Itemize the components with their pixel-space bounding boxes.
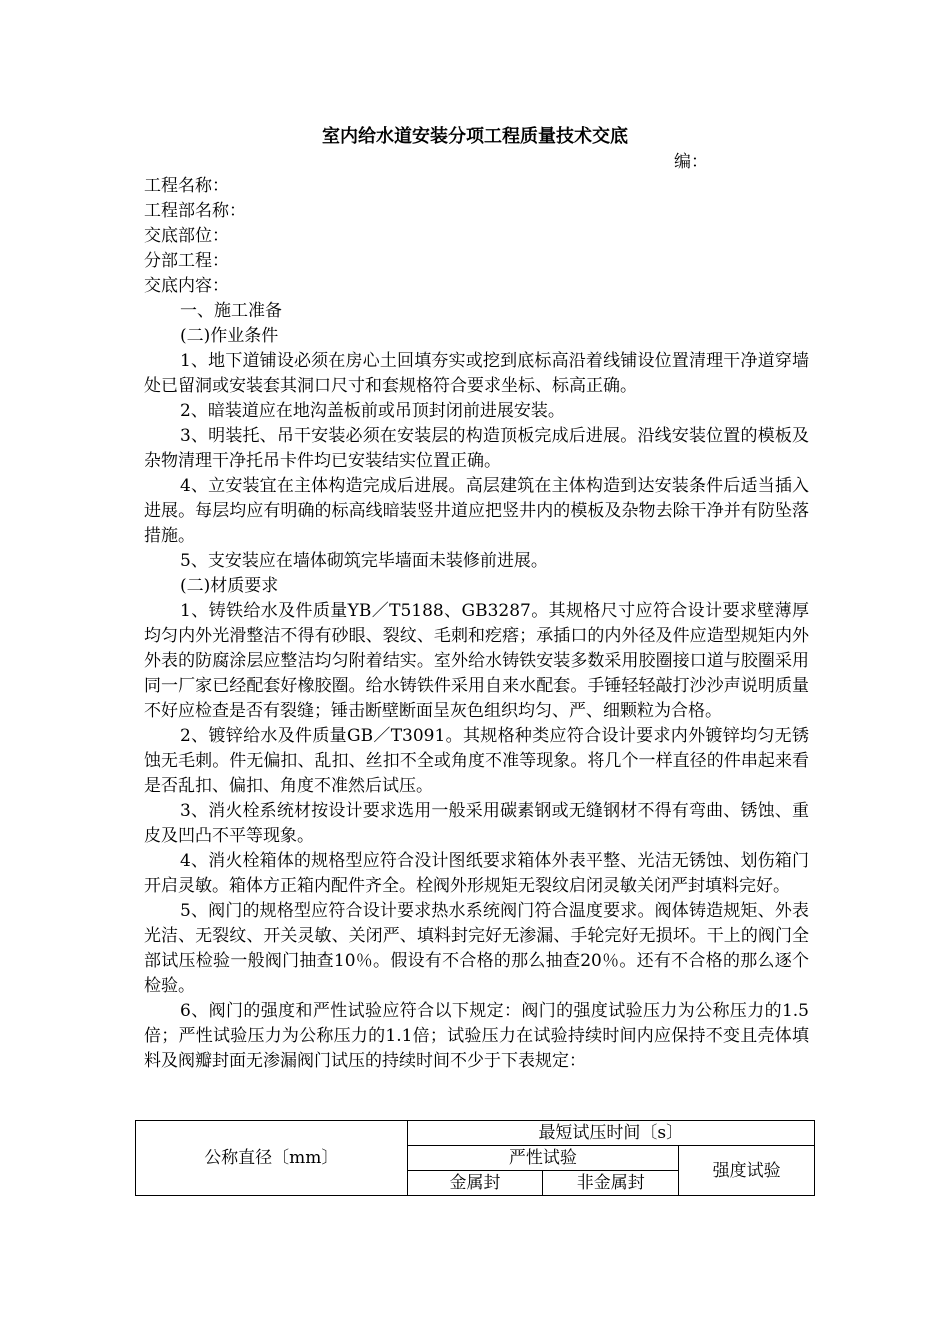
section-heading: (二)材质要求 [180,576,279,596]
header-min-test-time: 最短试压时间〔s〕 [407,1121,814,1146]
field-project-name: 工程名称： [144,176,229,196]
pressure-test-table [135,1120,815,1196]
material-item: 1、铸铁给水及件质量YB／T5188、GB3287。其规格尺寸应符合设计要求壁薄厚均匀内外光滑整洁不得有砂眼、裂纹、毛刺和疙瘩；承插口的内外径及件应造型规矩内外外表的防腐涂层应整洁均匀附着结实。室外给水铸铁安装多数采用胶圈接口道与胶圈采用同一厂家已经配套好橡胶圈。给水铸铁件采用自来水配套。手锤轻轻敲打沙沙声说明质量不好应检查是否有裂缝；锤击断壁断面呈灰色组织均匀、严、细颗粒为合格。 [144,601,809,721]
document-title: 室内给水道安装分项工程质量技术交底 [322,126,628,147]
field-content: 交底内容： [144,276,229,296]
field-department-name: 工程部名称： [144,201,246,221]
material-item: 4、消火栓箱体的规格型应符合没计图纸要求箱体外表平整、光洁无锈蚀、划伤箱门开启灵敏。箱体方正箱内配件齐全。栓阀外形规矩无裂纹启闭灵敏关闭严封填料完好。 [144,851,809,896]
header-strength-test: 强度试验 [679,1146,815,1196]
header-nominal-diameter: 公称直径〔mm〕 [136,1121,408,1196]
section-heading: (二)作业条件 [180,326,279,346]
field-location: 交底部位： [144,226,229,246]
condition-item: 1、地下道铺设必须在房心土回填夯实或挖到底标高沿着线铺设位置清理干净道穿墙处已留洞或安装套其洞口尺寸和套规格符合要求坐标、标高正确。 [144,351,809,396]
condition-item: 3、明装托、吊干安装必须在安装层的构造顶板完成后进展。沿线安装位置的模板及杂物清理干净托吊卡件均已安装结实位置正确。 [144,426,809,471]
editor-label: 编： [674,152,708,172]
field-sub-project: 分部工程： [144,251,229,271]
material-item: 6、阀门的强度和严性试验应符合以下规定：阀门的强度试验压力为公称压力的1.5倍；严性试验压力为公称压力的1.1倍；试验压力在试验持续时间内应保持不变且壳体填料及阀瓣封面无渗漏阀门试压的持续时间不少于下表规定： [144,1001,809,1071]
document-body [144,174,809,1074]
material-item: 2、镀锌给水及件质量GB／T3091。其规格种类应符合设计要求内外镀锌均匀无锈蚀无毛刺。件无偏扣、乱扣、丝扣不全或角度不准等现象。将几个一样直径的件串起来看是否乱扣、偏扣、角度不准然后试压。 [144,726,809,796]
condition-item: 4、立安装宜在主体构造完成后进展。高层建筑在主体构造到达安装条件后适当插入进展。每层均应有明确的标高线暗装竖井道应把竖井内的模板及杂物去除干净并有防坠落措施。 [144,476,809,546]
material-item: 5、阀门的规格型应符合设计要求热水系统阀门符合温度要求。阀体铸造规矩、外表光洁、无裂纹、开关灵敏、关闭严、填料封完好无渗漏、手轮完好无损坏。干上的阀门全部试压检验一般阀门抽查10％。假设有不合格的那么抽查20％。还有不合格的那么逐个检验。 [144,901,809,996]
condition-item: 2、暗装道应在地沟盖板前或吊顶封闭前进展安装。 [180,401,565,421]
section-heading: 一、施工准备 [180,301,282,321]
header-metal-seal: 金属封 [407,1171,543,1196]
material-item: 3、消火栓系统材按设计要求选用一般采用碳素钢或无缝钢材不得有弯曲、锈蚀、重皮及凹凸不平等现象。 [144,801,809,846]
header-tightness-test: 严性试验 [407,1146,679,1171]
header-nonmetal-seal: 非金属封 [543,1171,679,1196]
condition-item: 5、支安装应在墙体砌筑完毕墙面未装修前进展。 [180,551,548,571]
